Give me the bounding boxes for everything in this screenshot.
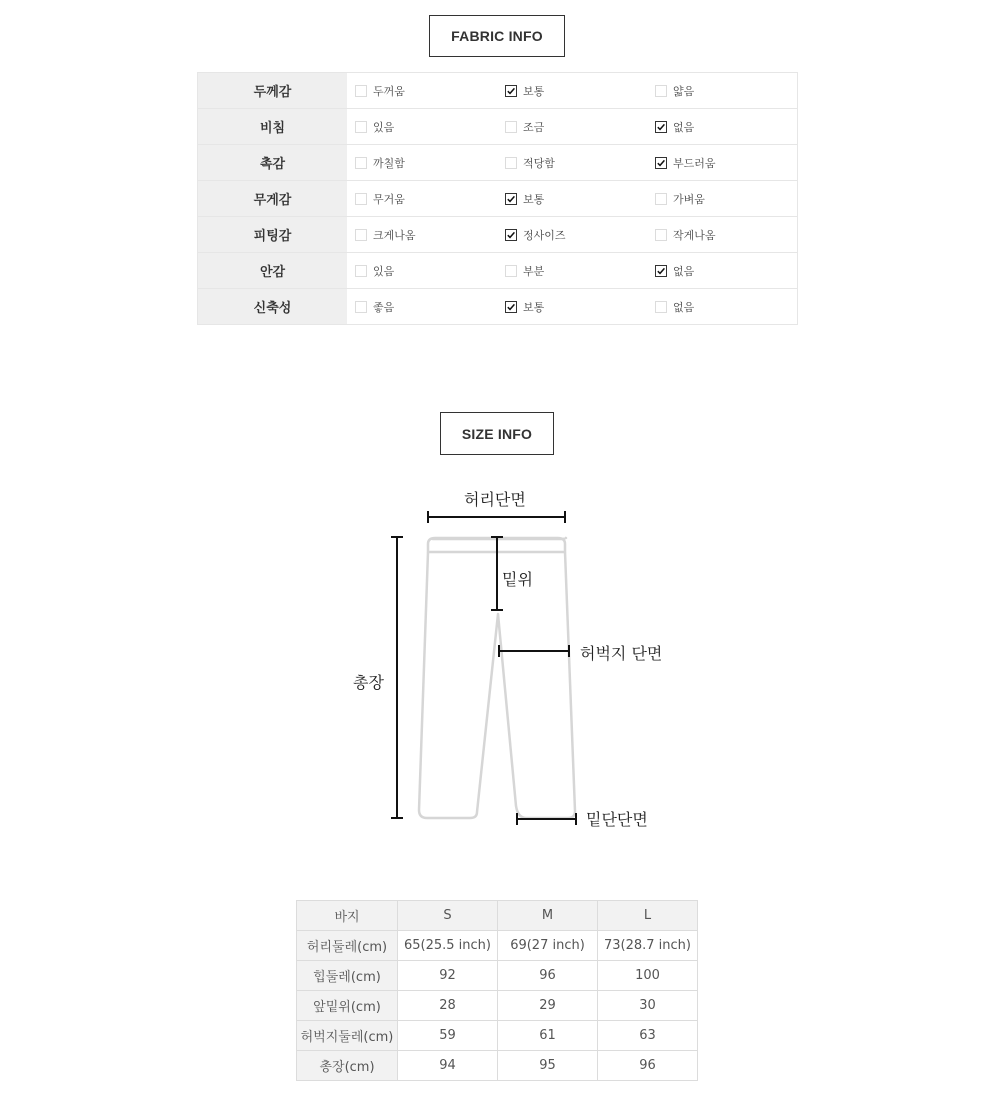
size-cell: 59 (398, 1021, 498, 1051)
fabric-option-label: 보통 (523, 300, 545, 314)
fabric-row-label: 신축성 (198, 289, 348, 325)
fabric-row (198, 289, 798, 325)
size-cell: 73(28.7 inch) (598, 931, 698, 961)
size-info-title: SIZE INFO (440, 412, 554, 455)
waist-width-label: 허리단면 (464, 490, 526, 509)
fabric-option-label: 두꺼움 (373, 84, 405, 98)
fabric-option-label: 없음 (673, 264, 695, 278)
size-cell: 30 (598, 991, 698, 1021)
fabric-option (647, 253, 798, 289)
fabric-option-label: 작게나옴 (673, 228, 716, 242)
checkbox-checked[interactable] (505, 85, 517, 97)
fabric-option (347, 181, 497, 217)
fabric-option-label: 무거움 (373, 192, 405, 206)
check-icon (656, 158, 666, 168)
size-row (297, 1051, 698, 1081)
fabric-option-label: 부분 (523, 264, 545, 278)
size-cell: 96 (598, 1051, 698, 1081)
size-cell: 61 (498, 1021, 598, 1051)
size-header-cell: L (598, 901, 698, 931)
size-cell: 65(25.5 inch) (398, 931, 498, 961)
fabric-row-label: 촉감 (198, 145, 348, 181)
checkbox-unchecked[interactable] (655, 301, 667, 313)
check-icon (656, 122, 666, 132)
fabric-option-label: 크게나옴 (373, 228, 416, 242)
checkbox-checked[interactable] (505, 193, 517, 205)
check-icon (506, 86, 516, 96)
fabric-option (497, 73, 647, 109)
check-icon (506, 230, 516, 240)
fabric-option (347, 145, 497, 181)
size-row (297, 931, 698, 961)
fabric-option-label: 적당함 (523, 156, 555, 170)
rise-label: 밑위 (502, 570, 533, 589)
fabric-option (497, 145, 647, 181)
fabric-row-label: 두께감 (198, 73, 348, 109)
size-cell: 95 (498, 1051, 598, 1081)
checkbox-checked[interactable] (655, 121, 667, 133)
fabric-row-label: 무게감 (198, 181, 348, 217)
fabric-option (347, 289, 497, 325)
check-icon (656, 266, 666, 276)
size-info-table (296, 900, 698, 1081)
fabric-option (497, 217, 647, 253)
fabric-option (647, 145, 798, 181)
fabric-option (497, 109, 647, 145)
size-cell: 63 (598, 1021, 698, 1051)
checkbox-unchecked[interactable] (505, 121, 517, 133)
total-length-label: 총장 (353, 673, 384, 692)
fabric-option-label: 보통 (523, 84, 545, 98)
fabric-row-label: 안감 (198, 253, 348, 289)
size-row (297, 961, 698, 991)
checkbox-checked[interactable] (505, 229, 517, 241)
size-cell: 29 (498, 991, 598, 1021)
checkbox-unchecked[interactable] (355, 265, 367, 277)
size-cell: 96 (498, 961, 598, 991)
fabric-option-label: 없음 (673, 300, 695, 314)
fabric-info-title: FABRIC INFO (429, 15, 565, 57)
fabric-option (347, 217, 497, 253)
check-icon (506, 194, 516, 204)
pants-size-diagram (340, 480, 680, 830)
fabric-info-table (197, 72, 798, 325)
checkbox-checked[interactable] (505, 301, 517, 313)
fabric-option-label: 좋음 (373, 300, 395, 314)
fabric-option (647, 289, 798, 325)
checkbox-unchecked[interactable] (505, 265, 517, 277)
fabric-option-label: 정사이즈 (523, 228, 566, 242)
size-header-cell: 바지 (297, 901, 398, 931)
fabric-row (198, 181, 798, 217)
checkbox-unchecked[interactable] (655, 85, 667, 97)
size-row-label: 힙둘레(cm) (297, 961, 398, 991)
fabric-option-label: 보통 (523, 192, 545, 206)
fabric-row (198, 217, 798, 253)
check-icon (506, 302, 516, 312)
checkbox-checked[interactable] (655, 157, 667, 169)
fabric-row-label: 피팅감 (198, 217, 348, 253)
checkbox-checked[interactable] (655, 265, 667, 277)
fabric-option (497, 289, 647, 325)
fabric-option (647, 109, 798, 145)
size-cell: 69(27 inch) (498, 931, 598, 961)
fabric-row-label: 비침 (198, 109, 348, 145)
fabric-option (647, 181, 798, 217)
size-row-label: 총장(cm) (297, 1051, 398, 1081)
checkbox-unchecked[interactable] (355, 85, 367, 97)
fabric-row (198, 145, 798, 181)
thigh-width-label: 허벅지 단면 (580, 644, 663, 663)
size-cell: 94 (398, 1051, 498, 1081)
size-row (297, 1021, 698, 1051)
fabric-option-label: 조금 (523, 120, 545, 134)
fabric-option-label: 있음 (373, 120, 395, 134)
fabric-option (347, 73, 497, 109)
fabric-row (198, 253, 798, 289)
size-cell: 100 (598, 961, 698, 991)
size-row-label: 허리둘레(cm) (297, 931, 398, 961)
fabric-option-label: 얇음 (673, 84, 695, 98)
checkbox-unchecked[interactable] (355, 121, 367, 133)
fabric-option (647, 73, 798, 109)
fabric-option-label: 가벼움 (673, 192, 705, 206)
size-header-cell: S (398, 901, 498, 931)
fabric-row (198, 73, 798, 109)
checkbox-unchecked[interactable] (655, 229, 667, 241)
fabric-option-label: 있음 (373, 264, 395, 278)
checkbox-unchecked[interactable] (355, 157, 367, 169)
checkbox-unchecked[interactable] (505, 157, 517, 169)
size-row-label: 허벅지둘레(cm) (297, 1021, 398, 1051)
checkbox-unchecked[interactable] (655, 193, 667, 205)
fabric-option (347, 253, 497, 289)
checkbox-unchecked[interactable] (355, 301, 367, 313)
checkbox-unchecked[interactable] (355, 229, 367, 241)
size-cell: 92 (398, 961, 498, 991)
fabric-option-label: 까칠함 (373, 156, 405, 170)
hem-width-label: 밑단단면 (586, 810, 648, 829)
size-cell: 28 (398, 991, 498, 1021)
fabric-row (198, 109, 798, 145)
checkbox-unchecked[interactable] (355, 193, 367, 205)
fabric-option-label: 없음 (673, 120, 695, 134)
size-row-label: 앞밑위(cm) (297, 991, 398, 1021)
fabric-option (647, 217, 798, 253)
fabric-option (497, 181, 647, 217)
size-row (297, 991, 698, 1021)
fabric-option (497, 253, 647, 289)
size-header-row (297, 901, 698, 931)
fabric-option-label: 부드러움 (673, 156, 716, 170)
fabric-option (347, 109, 497, 145)
size-header-cell: M (498, 901, 598, 931)
